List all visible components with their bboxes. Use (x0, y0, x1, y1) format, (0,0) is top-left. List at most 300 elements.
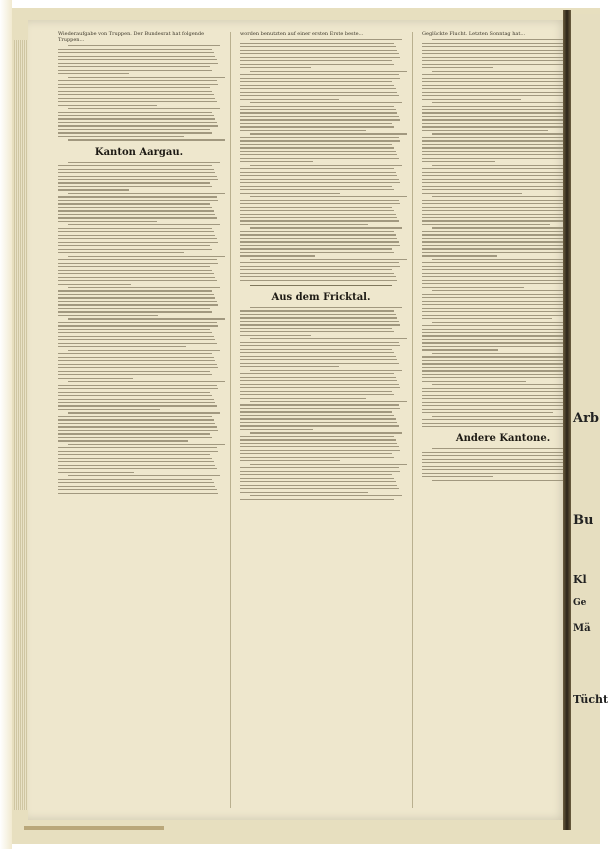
text-line (240, 439, 396, 440)
text-line (240, 43, 394, 44)
text-line (422, 161, 495, 162)
section-heading-andere-kantone: Andere Kantone. (455, 433, 551, 445)
text-line (240, 363, 399, 364)
text-line (58, 409, 160, 410)
text-line (58, 122, 217, 123)
text-line (422, 220, 581, 221)
text-line (58, 277, 215, 278)
text-line (240, 106, 394, 107)
text-line (432, 448, 584, 449)
text-line (58, 259, 217, 260)
text-line (240, 467, 399, 468)
text-line (422, 280, 579, 281)
text-line (58, 115, 214, 116)
text-line (422, 241, 581, 242)
text-line (58, 136, 184, 137)
text-line (68, 224, 220, 225)
text-line (58, 172, 215, 173)
text-line (58, 63, 218, 64)
text-line (240, 189, 394, 190)
text-line (58, 378, 133, 379)
text-line (58, 231, 214, 232)
text-line (58, 210, 214, 211)
text-line (240, 411, 392, 412)
text-line (240, 245, 400, 246)
text-line (422, 154, 579, 155)
text-line (422, 234, 578, 235)
text-line (58, 228, 212, 229)
text-line (58, 129, 210, 130)
facing-ad-fragment: Arb (573, 411, 600, 426)
text-line (422, 252, 576, 253)
text-line (422, 297, 578, 298)
text-line (240, 314, 396, 315)
text-line (58, 66, 210, 67)
text-line (422, 175, 579, 176)
text-line (240, 144, 392, 145)
text-line (240, 151, 396, 152)
text-line (58, 440, 188, 441)
text-line (240, 335, 311, 336)
text-line (422, 349, 498, 350)
text-line (432, 165, 584, 166)
text-line (58, 447, 217, 448)
text-line (58, 290, 212, 291)
text-line (250, 338, 407, 339)
text-line (422, 217, 579, 218)
column-left-text-b (58, 162, 220, 494)
text-line (422, 423, 578, 424)
text-line (422, 315, 576, 316)
text-line (58, 322, 217, 323)
text-line (240, 321, 399, 322)
facing-ad-fragment: Tücht (573, 693, 608, 706)
text-line (240, 210, 394, 211)
text-line (58, 217, 217, 218)
text-line (240, 352, 394, 353)
text-line (422, 147, 576, 148)
text-line (58, 297, 215, 298)
text-line (240, 67, 311, 68)
text-line (240, 398, 366, 399)
text-line (240, 478, 394, 479)
text-line (422, 360, 578, 361)
text-line (240, 175, 397, 176)
text-line (240, 234, 396, 235)
text-line (58, 242, 218, 243)
text-line (422, 283, 581, 284)
text-line (58, 357, 214, 358)
text-line (422, 238, 579, 239)
text-line (432, 39, 584, 40)
text-line (58, 112, 212, 113)
text-line (58, 70, 212, 71)
text-line (240, 380, 397, 381)
text-line (422, 412, 553, 413)
text-line (58, 132, 212, 133)
text-line (240, 130, 366, 131)
text-line (58, 207, 212, 208)
text-line (422, 99, 521, 100)
text-line (240, 238, 397, 239)
text-line (58, 249, 212, 250)
text-line (422, 304, 581, 305)
column-middle-text-a (240, 39, 402, 281)
text-line (422, 381, 526, 382)
page-stack-edge (14, 40, 28, 810)
text-line (58, 416, 212, 417)
text-line (58, 426, 217, 427)
text-line (422, 179, 581, 180)
text-line (422, 346, 581, 347)
text-line (58, 203, 210, 204)
text-line (240, 415, 394, 416)
text-line (240, 74, 399, 75)
text-line (68, 318, 225, 319)
text-line (58, 395, 212, 396)
text-line (68, 45, 220, 46)
text-line (422, 214, 578, 215)
text-line (240, 429, 313, 430)
text-line (422, 335, 576, 336)
text-line (240, 112, 397, 113)
text-line (240, 262, 399, 263)
text-line (58, 165, 212, 166)
text-line (250, 370, 402, 371)
text-line (68, 77, 225, 78)
text-line (422, 276, 578, 277)
text-line (58, 437, 212, 438)
text-line (250, 401, 407, 402)
text-line (58, 84, 218, 85)
text-line (240, 373, 394, 374)
text-line (240, 123, 392, 124)
text-line (240, 391, 392, 392)
text-line (422, 391, 582, 392)
text-line (58, 458, 212, 459)
text-line (240, 140, 400, 141)
column-right-text-b (422, 448, 584, 481)
text-line (240, 203, 400, 204)
text-line (240, 377, 396, 378)
text-line (240, 99, 339, 100)
text-line (240, 248, 392, 249)
text-line (58, 465, 215, 466)
text-line (68, 139, 225, 140)
text-line (58, 80, 217, 81)
text-line (422, 332, 574, 333)
text-line (240, 92, 397, 93)
column-left (58, 30, 220, 810)
text-line (240, 109, 396, 110)
text-line (68, 475, 220, 476)
text-line (422, 269, 574, 270)
text-line (58, 59, 217, 60)
text-line (58, 315, 158, 316)
text-line (240, 255, 315, 256)
text-line (58, 49, 212, 50)
text-line (58, 325, 218, 326)
text-line (422, 88, 578, 89)
column-left-opening: Wiederaufgabe von Truppen. Der Bundesrat hat folgende Truppen... (58, 31, 205, 43)
text-line (250, 133, 407, 134)
text-line (58, 423, 215, 424)
text-line (58, 392, 210, 393)
text-line (422, 266, 582, 267)
text-line (240, 116, 399, 117)
text-line (240, 220, 399, 221)
text-line (422, 308, 582, 309)
text-line (422, 476, 493, 477)
text-line (240, 119, 400, 120)
text-line (432, 102, 584, 103)
text-line (422, 193, 522, 194)
text-line (250, 307, 402, 308)
text-line (68, 256, 225, 257)
text-line (240, 207, 392, 208)
text-line (58, 118, 215, 119)
text-line (58, 374, 212, 375)
text-line (240, 57, 400, 58)
text-line (422, 119, 582, 120)
text-line (58, 179, 218, 180)
book-gutter (563, 10, 571, 830)
text-line (240, 280, 397, 281)
section-heading-kanton-aargau: Kanton Aargau. (94, 146, 184, 158)
text-line (422, 67, 493, 68)
column-middle-opening: worden benutzten auf einer ersten Erste beste... (240, 31, 364, 37)
text-line (58, 284, 131, 285)
text-line (250, 71, 407, 72)
text-line (422, 224, 550, 225)
text-line (422, 81, 574, 82)
text-line (240, 485, 397, 486)
text-line (422, 92, 579, 93)
text-line (422, 318, 552, 319)
text-line (240, 349, 392, 350)
text-line (250, 39, 402, 40)
text-line (422, 186, 574, 187)
facing-ad-fragment: Ge (573, 598, 587, 608)
text-line (58, 482, 214, 483)
text-line (422, 287, 524, 288)
text-line (240, 460, 340, 461)
text-line (422, 419, 576, 420)
text-line (58, 245, 210, 246)
text-line (422, 370, 582, 371)
text-line (422, 356, 576, 357)
text-line (240, 161, 313, 162)
text-line (240, 273, 394, 274)
text-line (240, 450, 400, 451)
text-line (422, 207, 574, 208)
text-line (58, 308, 210, 309)
text-line (58, 353, 212, 354)
text-line (58, 472, 134, 473)
text-line (58, 238, 217, 239)
text-line (58, 105, 157, 106)
text-line (422, 342, 579, 343)
text-line (58, 489, 217, 490)
text-line (422, 112, 579, 113)
text-line (68, 444, 225, 445)
text-line (240, 356, 396, 357)
text-line (58, 433, 210, 434)
text-line (58, 176, 217, 177)
text-line (240, 179, 399, 180)
text-line (240, 359, 397, 360)
text-line (58, 266, 210, 267)
text-line (58, 98, 215, 99)
text-line (58, 182, 210, 183)
text-line (240, 168, 394, 169)
text-line (58, 235, 215, 236)
text-line (422, 339, 578, 340)
text-line (58, 52, 214, 53)
text-line (58, 364, 217, 365)
text-line (240, 53, 399, 54)
text-line (240, 182, 400, 183)
column-left-text-a (58, 45, 220, 140)
text-line (58, 336, 214, 337)
text-line (240, 317, 397, 318)
text-line (422, 473, 576, 474)
text-line (432, 416, 584, 417)
text-line (432, 227, 584, 228)
text-line (422, 78, 582, 79)
text-line (68, 162, 220, 163)
text-line (422, 116, 581, 117)
facing-ad-fragment: Kl (573, 573, 587, 586)
text-line (422, 329, 582, 330)
text-line (58, 125, 218, 126)
text-line (422, 325, 581, 326)
text-line (240, 342, 399, 343)
text-line (240, 436, 394, 437)
text-line (422, 455, 578, 456)
text-line (240, 453, 392, 454)
text-line (240, 345, 400, 346)
text-line (422, 459, 579, 460)
text-line (422, 74, 581, 75)
column-right-opening: Geglückte Flucht. Letzten Sonntag hat... (422, 31, 526, 37)
text-line (58, 360, 215, 361)
text-line (58, 493, 218, 494)
text-line (240, 64, 394, 65)
text-line (240, 186, 392, 187)
text-line (422, 301, 579, 302)
text-line (240, 85, 394, 86)
text-line (58, 196, 217, 197)
text-line (422, 367, 581, 368)
text-line (422, 395, 574, 396)
column-middle (240, 30, 402, 810)
column-divider (412, 32, 413, 808)
text-line (240, 422, 397, 423)
text-line (422, 109, 578, 110)
text-line (58, 189, 129, 190)
text-line (422, 50, 579, 51)
text-line (422, 172, 578, 173)
text-line (58, 294, 214, 295)
text-line (240, 50, 397, 51)
text-line (240, 231, 394, 232)
column-right (422, 30, 584, 810)
text-line (58, 270, 212, 271)
text-line (58, 385, 217, 386)
text-line (240, 158, 399, 159)
text-line (422, 158, 581, 159)
text-line (250, 227, 402, 228)
text-line (240, 266, 400, 267)
text-line (422, 137, 581, 138)
text-line (422, 168, 576, 169)
text-line (250, 259, 407, 260)
text-line (422, 402, 578, 403)
text-line (58, 56, 215, 57)
text-line (240, 425, 399, 426)
text-line (68, 412, 220, 413)
text-line (240, 404, 399, 405)
text-line (58, 221, 157, 222)
text-line (422, 46, 578, 47)
text-line (422, 43, 576, 44)
book-edge-shadow (0, 0, 12, 849)
text-line (58, 169, 214, 170)
text-line (240, 95, 399, 96)
text-line (422, 60, 574, 61)
text-line (422, 151, 578, 152)
text-line (422, 255, 497, 256)
text-line (422, 245, 582, 246)
text-line (422, 262, 581, 263)
text-line (250, 165, 402, 166)
text-line (422, 377, 576, 378)
text-line (240, 200, 399, 201)
text-line (68, 381, 225, 382)
text-line (250, 432, 402, 433)
text-line (240, 310, 394, 311)
text-line (240, 88, 396, 89)
text-line (422, 203, 582, 204)
text-line (250, 495, 402, 496)
text-line (422, 452, 576, 453)
text-line (422, 462, 581, 463)
text-line (58, 405, 217, 406)
text-line (240, 474, 392, 475)
text-line (58, 252, 184, 253)
text-line (240, 214, 396, 215)
text-line (250, 196, 407, 197)
text-line (58, 73, 129, 74)
newspaper-page (28, 20, 568, 820)
text-line (58, 419, 214, 420)
text-line (422, 374, 574, 375)
facing-page (571, 14, 608, 830)
page-bottom-edge (24, 826, 164, 830)
column-divider (230, 32, 231, 808)
column-middle-text-b (240, 307, 402, 500)
text-line (240, 241, 399, 242)
text-line (240, 418, 396, 419)
text-line (58, 367, 218, 368)
text-line (240, 488, 399, 489)
text-line (432, 290, 584, 291)
text-line (58, 94, 214, 95)
text-line (240, 224, 368, 225)
text-line (240, 193, 340, 194)
text-line (58, 468, 217, 469)
